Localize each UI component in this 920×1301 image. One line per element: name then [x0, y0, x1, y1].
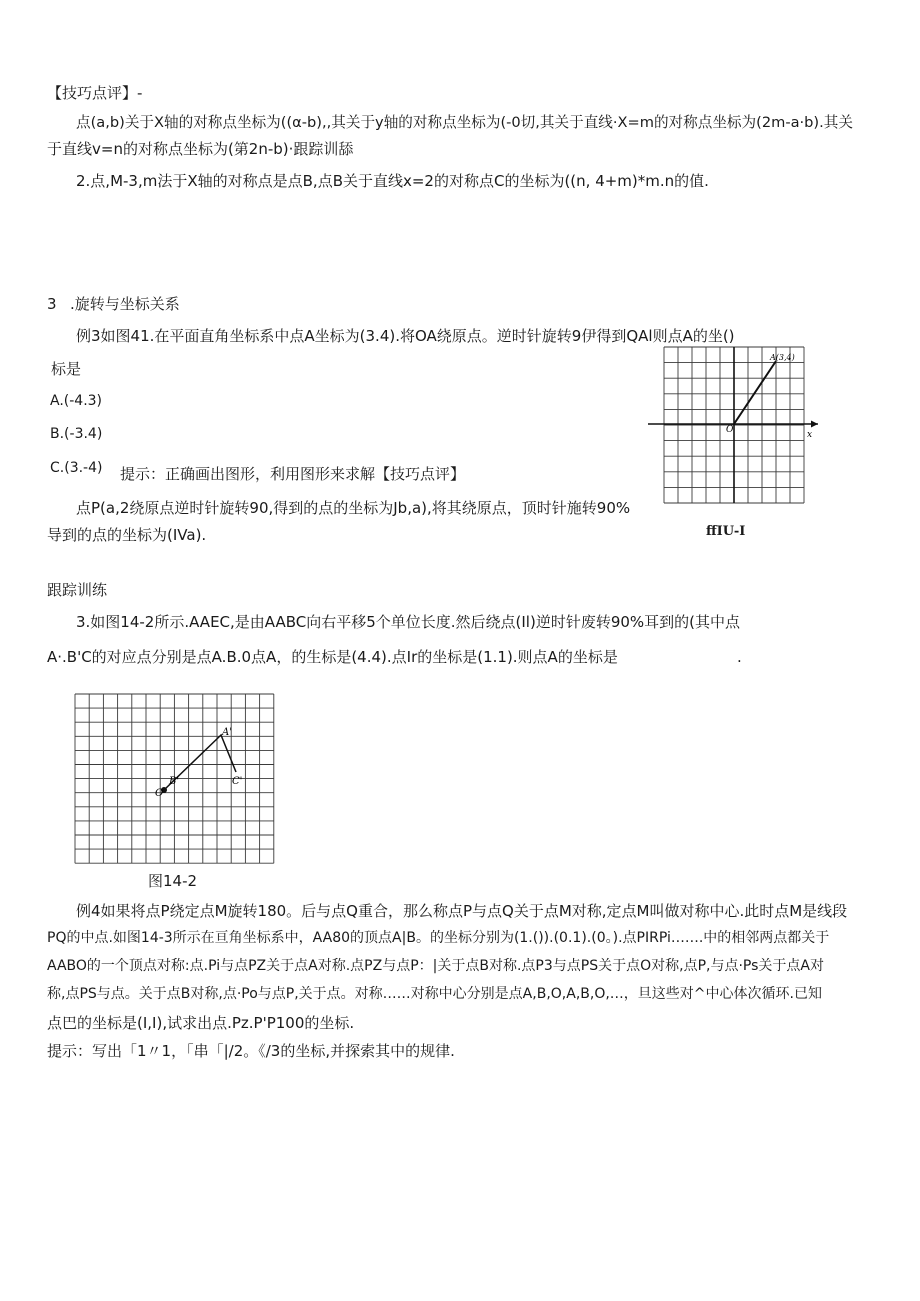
- figure-1-x-axis-label: x: [807, 430, 813, 440]
- rule-line-2: 导到的点的坐标为(IVa).: [47, 526, 207, 544]
- option-a: A.(-4.3): [50, 393, 103, 409]
- hint-3: 提示：正确画出图形，利用图形来求解【技巧点评】: [120, 465, 466, 483]
- hint-4: 提示：写出「1〃1，「串「|/2。《/3的坐标,并探索其中的规律.: [47, 1042, 455, 1060]
- tip-header: 【技巧点评】-: [47, 84, 143, 102]
- exercise-3-end: .: [737, 648, 742, 666]
- example-3-line-1: 例3如图41.在平面直角坐标系中点A坐标为(3.4).将OA绕原点。逆时针旋转9伊得到QAl则点A的坐(): [76, 327, 735, 345]
- figure-2-grid: [73, 692, 276, 866]
- option-b: B.(-3.4): [50, 426, 103, 442]
- exercise-2: 2.点,M-3,m法于X轴的对称点是点B,点B关于直线x=2的对称点C的坐标为((n, 4+m)*m.n的值.: [76, 172, 709, 190]
- section-3-title: .旋转与坐标关系: [70, 295, 180, 313]
- figure-2-label-c-prime: C': [232, 776, 243, 787]
- tracking-header: 跟踪训练: [47, 581, 108, 599]
- exercise-3-line-2: A·.B'C的对应点分别是点A.B.0点A，的生标是(4.4).点Ir的坐标是(1.1).则点A的坐标是: [47, 648, 618, 666]
- tip-line-2: 于直线v=n的对称点坐标为(第2n-b)·跟踪训舔: [47, 140, 354, 158]
- example-4-line-1: 例4如果将点P绕定点M旋转180。后与点Q重合，那么称点P与点Q关于点M对称,定点M叫做对称中心.此时点M是线段: [76, 902, 848, 920]
- figure-1-grid: [648, 345, 820, 505]
- exercise-3-line-1: 3.如图14-2所示.AAEC,是由AABC向右平移5个单位长度.然后绕点(Il)逆时针废转90%耳到的(其中点: [76, 613, 741, 631]
- figure-1-point-a-label: A(3,4): [770, 353, 795, 362]
- example-4-line-3: AABO的一个顶点对称:点.Pi与点PZ关于点A对称.点PZ与点P：|关于点B对称.点P3与点PS关于点O对称,点P,与点·Ps关于点A对: [47, 958, 824, 974]
- figure-1-origin-label: O: [726, 425, 734, 435]
- figure-2-caption: 图14-2: [148, 872, 198, 890]
- example-4-line-4: 称,点PS与点。关于点B对称,点·Po与点P,关于点。对称……对称中心分别是点A,B,O,A,B,O,…，旦这些对^中心体次循环.已知: [47, 986, 822, 1002]
- example-4-line-2: PQ的中点.如图14-3所示在亘角坐标系中，AA80的顶点A|B。的坐标分别为(1.()).(0.1).(0。).点PIRPi…….中的相邻两点都关于: [47, 930, 830, 946]
- tip-line-1: 点(a,b)关于X轴的对称点坐标为((α-b),,其关于y轴的对称点坐标为(-0切,其关于直线·X=m的对称点坐标为(2m-a·b).其关: [76, 114, 853, 131]
- option-c: C.(3.-4): [50, 460, 103, 476]
- figure-1-caption: ffIU-I: [706, 524, 746, 539]
- figure-2-label-a-prime: A': [222, 727, 232, 738]
- example-3-line-2: 标是: [51, 360, 82, 378]
- section-3-number: 3: [47, 295, 57, 313]
- example-4-line-5: 点巴的坐标是(I,I),试求出点.Pz.P'P100的坐标.: [47, 1014, 355, 1032]
- figure-2-label-origin: O: [155, 788, 164, 799]
- rule-line-1: 点P(a,2绕原点逆时针旋转90,得到的点的坐标为Jb,a),将其绕原点，顶时针施转90%: [76, 499, 631, 517]
- figure-2-label-b-prime: B': [169, 776, 180, 787]
